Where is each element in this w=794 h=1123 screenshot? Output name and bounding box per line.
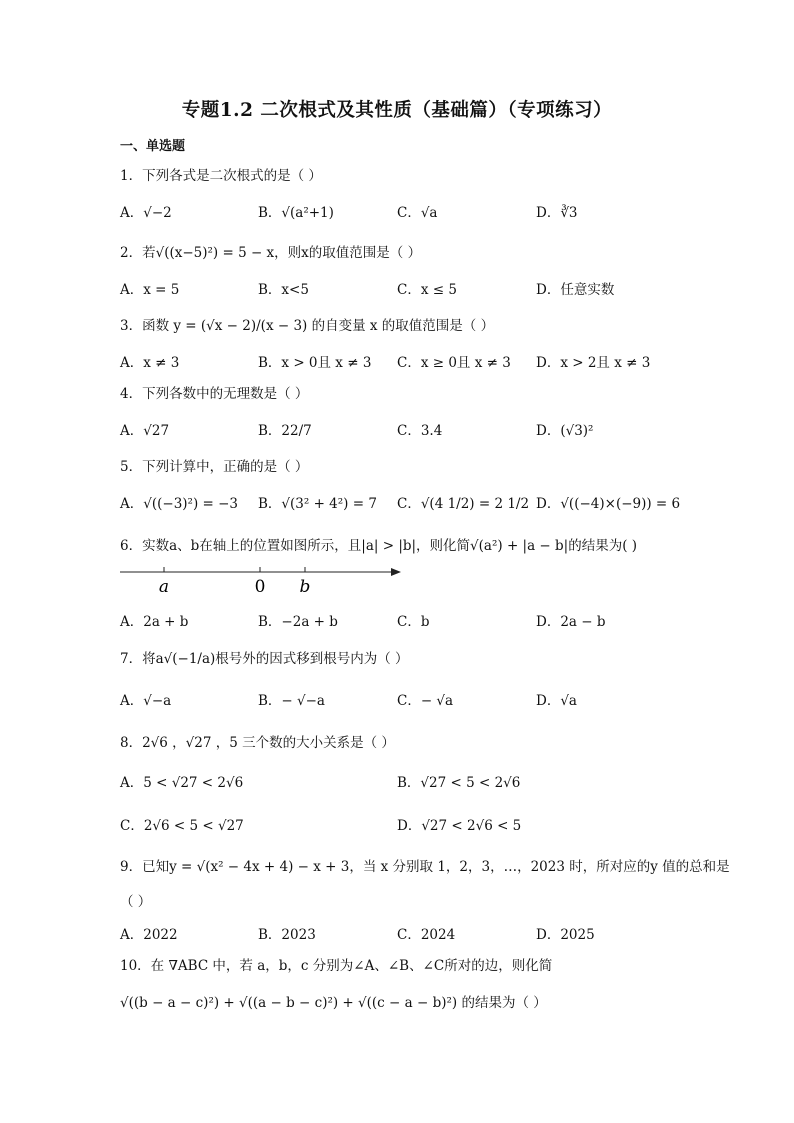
- option-b[interactable]: B．−2a + b: [258, 614, 338, 630]
- label-b: b: [299, 577, 311, 597]
- option-a[interactable]: A．5 < √27 < 2√6: [120, 775, 244, 791]
- question-9-stem: 9．已知y = √(x² − 4x + 4) − x + 3，当 x 分别取 1，2，3，…，2023 时，所对应的y 值的总和是: [120, 859, 730, 875]
- option-d[interactable]: D．x > 2且 x ≠ 3: [536, 355, 651, 371]
- number-line-arrow: [391, 568, 401, 576]
- option-c[interactable]: C．2√6 < 5 < √27: [120, 818, 244, 834]
- question-4-stem: 4．下列各数中的无理数是（ ）: [120, 386, 309, 402]
- option-d[interactable]: D．√27 < 2√6 < 5: [397, 818, 522, 834]
- option-a[interactable]: A．√−2: [120, 205, 172, 221]
- option-c[interactable]: C．3.4̇: [397, 423, 443, 439]
- option-d[interactable]: D．(√3)²: [536, 423, 594, 439]
- option-b[interactable]: B．√(3² + 4²) = 7: [258, 496, 377, 512]
- option-b[interactable]: B．√(a²+1): [258, 205, 334, 221]
- option-c[interactable]: C．x ≥ 0且 x ≠ 3: [397, 355, 511, 371]
- option-d[interactable]: D．2025: [536, 927, 595, 943]
- option-d[interactable]: D．√a: [536, 693, 577, 709]
- option-d[interactable]: D．任意实数: [536, 282, 615, 298]
- option-c[interactable]: C．√a: [397, 205, 438, 221]
- option-d[interactable]: D．√((−4)×(−9)) = 6: [536, 496, 681, 512]
- number-line-figure: [118, 560, 408, 600]
- option-c[interactable]: C．√(4 1/2) = 2 1/2: [397, 496, 530, 512]
- option-b[interactable]: B．− √−a: [258, 693, 325, 709]
- option-b[interactable]: B．22/7: [258, 423, 312, 439]
- question-5-stem: 5．下列计算中，正确的是（ ）: [120, 459, 309, 475]
- question-10-stem: 10．在 ∇ABC 中，若 a，b，c 分别为∠A、∠B、∠C所对的边，则化简: [120, 958, 553, 974]
- option-a[interactable]: A．x ≠ 3: [120, 355, 180, 371]
- option-b[interactable]: B．√27 < 5 < 2√6: [397, 775, 521, 791]
- question-6-stem: 6．实数a、b在轴上的位置如图所示，且|a| > |b|，则化简√(a²) + |a − b|的结果为( ): [120, 538, 638, 554]
- option-b[interactable]: B．x<5: [258, 282, 309, 298]
- label-a: a: [158, 577, 170, 597]
- option-a[interactable]: A．x = 5: [120, 282, 180, 298]
- option-b[interactable]: B．2023: [258, 927, 316, 943]
- option-a[interactable]: A．√−a: [120, 693, 172, 709]
- question-2-stem: 2．若√((x−5)²) = 5 − x，则x的取值范围是（ ）: [120, 245, 422, 261]
- section-heading: 一、单选题: [120, 139, 186, 154]
- option-d[interactable]: D．2a − b: [536, 614, 606, 630]
- option-c[interactable]: C．b: [397, 614, 430, 630]
- option-a[interactable]: A．√((−3)²) = −3: [120, 496, 239, 512]
- question-3-stem: 3．函数 y = (√x − 2)/(x − 3) 的自变量 x 的取值范围是（ ）: [120, 318, 495, 334]
- option-c[interactable]: C．2024: [397, 927, 456, 943]
- page-title: 专题1.2 二次根式及其性质（基础篇）（专项练习）: [181, 100, 613, 121]
- option-d[interactable]: D．∛3: [536, 205, 578, 221]
- label-zero: 0: [254, 577, 266, 597]
- question-7-stem: 7．将a√(−1/a)根号外的因式移到根号内为（ ）: [120, 651, 409, 667]
- question-8-stem: 8．2√6 ，√27 ，5 三个数的大小关系是（ ）: [120, 735, 395, 751]
- option-a[interactable]: A．√27: [120, 423, 170, 439]
- question-1-stem: 1．下列各式是二次根式的是（ ）: [120, 168, 322, 184]
- question-10-stem-cont: √((b − a − c)²) + √((a − b − c)²) + √((c − a − b)²) 的结果为（ ）: [120, 995, 547, 1011]
- option-c[interactable]: C．− √a: [397, 693, 454, 709]
- option-c[interactable]: C．x ≤ 5: [397, 282, 457, 298]
- option-b[interactable]: B．x > 0且 x ≠ 3: [258, 355, 372, 371]
- question-9-stem-cont: （ ）: [120, 894, 152, 910]
- option-a[interactable]: A．2022: [120, 927, 178, 943]
- option-a[interactable]: A．2a + b: [120, 614, 189, 630]
